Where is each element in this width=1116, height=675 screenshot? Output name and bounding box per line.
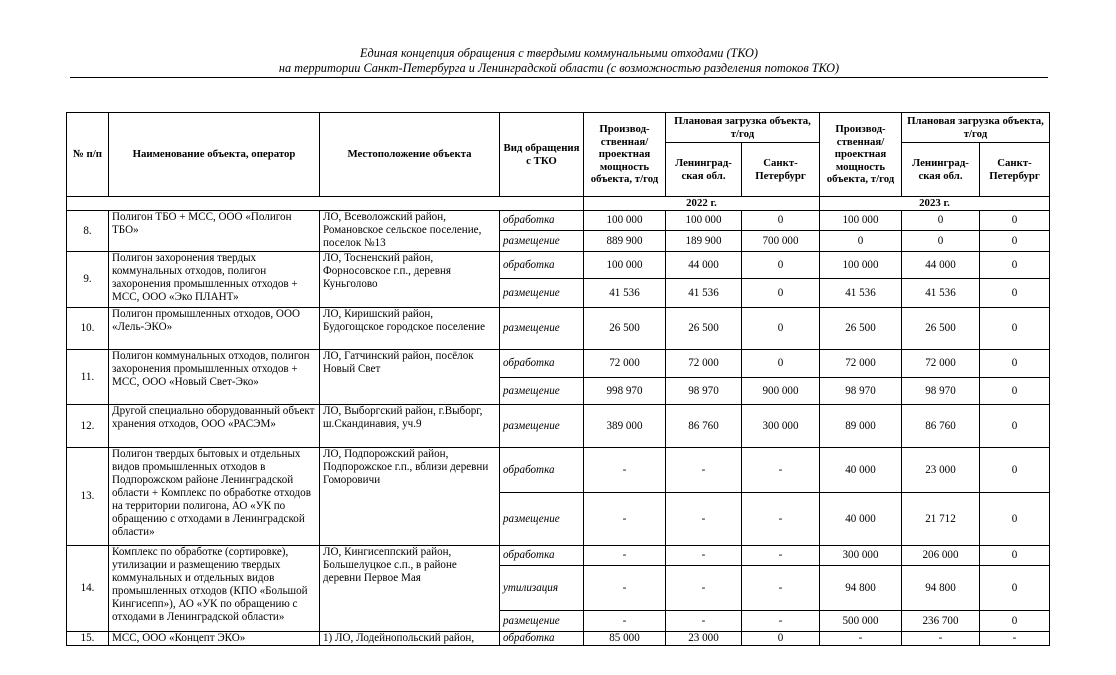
object-name: Полигон промышленных отходов, ООО «Лель-ЭКО» [109, 308, 320, 350]
treatment-type: обработка [500, 546, 584, 566]
planned-lo-2023-cell: 23 000 [902, 448, 980, 493]
year-label-2023: 2023 г. [820, 197, 1050, 211]
capacity-2022-cell: 100 000 [584, 211, 666, 231]
col-header-name: Наименование объекта, оператор [109, 113, 320, 197]
waste-facilities-table [66, 112, 1050, 646]
row-number: 12. [67, 405, 109, 448]
treatment-type: обработка [500, 632, 584, 646]
planned-lo-2022-cell: 86 760 [666, 405, 742, 448]
header-divider [70, 77, 1048, 78]
table-row [67, 632, 1050, 646]
table-row [67, 308, 1050, 350]
planned-spb-2023-cell: 0 [980, 231, 1050, 252]
planned-spb-2022-cell: 300 000 [742, 405, 820, 448]
planned-spb-2022-cell: 0 [742, 632, 820, 646]
planned-lo-2022-cell: 98 970 [666, 378, 742, 405]
planned-lo-2022-cell: - [666, 611, 742, 632]
capacity-2023-cell: 72 000 [820, 350, 902, 378]
treatment-type: размещение [500, 611, 584, 632]
treatment-type: размещение [500, 378, 584, 405]
planned-spb-2022-cell: - [742, 546, 820, 566]
planned-lo-2023-cell: 98 970 [902, 378, 980, 405]
capacity-2023-cell: 100 000 [820, 211, 902, 231]
planned-spb-2023-cell: 0 [980, 611, 1050, 632]
col-header-capacity-2023: Производ-ственная/ проектная мощность объекта, т/год [820, 113, 902, 197]
year-row-spacer [67, 197, 584, 211]
planned-spb-2023-cell: - [980, 632, 1050, 646]
row-number: 13. [67, 448, 109, 546]
table-row [67, 405, 1050, 448]
planned-spb-2022-cell: - [742, 611, 820, 632]
capacity-2022-cell: 26 500 [584, 308, 666, 350]
col-header-spb-2022: Санкт-Петербург [742, 143, 820, 197]
treatment-type: обработка [500, 252, 584, 279]
planned-lo-2023-cell: 41 536 [902, 279, 980, 308]
document-header [68, 46, 1050, 76]
object-location: ЛО, Всеволожский район, Романовское сельское поселение, поселок №13 [320, 211, 500, 252]
header-line-2: на территории Санкт-Петербурга и Ленинградской области (с возможностью разделения потоков ТКО) [278, 61, 840, 75]
object-location: ЛО, Кингисеппский район, Большелуцкое с.п., в районе деревни Первое Мая [320, 546, 500, 632]
planned-lo-2022-cell: 44 000 [666, 252, 742, 279]
object-name: МСС, ООО «Концепт ЭКО» [109, 632, 320, 646]
planned-spb-2022-cell: 0 [742, 279, 820, 308]
table-body [67, 211, 1050, 646]
planned-lo-2022-cell: 72 000 [666, 350, 742, 378]
capacity-2023-cell: 500 000 [820, 611, 902, 632]
planned-spb-2022-cell: 0 [742, 211, 820, 231]
planned-spb-2022-cell: - [742, 493, 820, 546]
object-location: ЛО, Тосненский район, Форносовское г.п., деревня Куньголово [320, 252, 500, 308]
object-name: Комплекс по обработке (сортировке), утилизации и размещению твердых коммунальных и отдельных видов промышленных отходов (КПО «Большой Кингисепп»), АО «УК по обращению с отходами в Ленинградской области» [109, 546, 320, 632]
col-header-lo-2022: Ленинград-ская обл. [666, 143, 742, 197]
planned-lo-2023-cell: 0 [902, 211, 980, 231]
planned-lo-2022-cell: - [666, 566, 742, 611]
object-location: ЛО, Гатчинский район, посёлок Новый Свет [320, 350, 500, 405]
planned-lo-2023-cell: 94 800 [902, 566, 980, 611]
capacity-2022-cell: - [584, 566, 666, 611]
planned-lo-2022-cell: 41 536 [666, 279, 742, 308]
planned-lo-2023-cell: 26 500 [902, 308, 980, 350]
treatment-type: обработка [500, 211, 584, 231]
capacity-2022-cell: 85 000 [584, 632, 666, 646]
capacity-2023-cell: 26 500 [820, 308, 902, 350]
planned-lo-2023-cell: 44 000 [902, 252, 980, 279]
planned-spb-2022-cell: 0 [742, 350, 820, 378]
planned-lo-2023-cell: - [902, 632, 980, 646]
planned-spb-2022-cell: 0 [742, 308, 820, 350]
planned-spb-2022-cell: 0 [742, 252, 820, 279]
capacity-2023-cell: 98 970 [820, 378, 902, 405]
planned-spb-2023-cell: 0 [980, 211, 1050, 231]
planned-spb-2022-cell: - [742, 448, 820, 493]
treatment-type: размещение [500, 493, 584, 546]
row-number: 8. [67, 211, 109, 252]
row-number: 10. [67, 308, 109, 350]
capacity-2022-cell: 389 000 [584, 405, 666, 448]
planned-spb-2023-cell: 0 [980, 279, 1050, 308]
row-number: 15. [67, 632, 109, 646]
year-label-2022: 2022 г. [584, 197, 820, 211]
capacity-2022-cell: - [584, 493, 666, 546]
planned-lo-2022-cell: 189 900 [666, 231, 742, 252]
header-line-1: Единая концепция обращения с твердыми коммунальными отходами (ТКО) [360, 46, 758, 60]
planned-lo-2022-cell: - [666, 546, 742, 566]
table-row [67, 211, 1050, 231]
planned-lo-2022-cell: 26 500 [666, 308, 742, 350]
planned-spb-2023-cell: 0 [980, 546, 1050, 566]
planned-spb-2023-cell: 0 [980, 448, 1050, 493]
row-number: 9. [67, 252, 109, 308]
object-location: ЛО, Киришский район, Будогощское городское поселение [320, 308, 500, 350]
col-header-spb-2023: Санкт-Петербург [980, 143, 1050, 197]
capacity-2023-cell: 300 000 [820, 546, 902, 566]
planned-lo-2023-cell: 0 [902, 231, 980, 252]
planned-spb-2023-cell: 0 [980, 378, 1050, 405]
planned-spb-2023-cell: 0 [980, 308, 1050, 350]
treatment-type: обработка [500, 350, 584, 378]
col-header-planned-2022: Плановая загрузка объекта, т/год [666, 113, 820, 143]
object-name: Полигон ТБО + МСС, ООО «Полигон ТБО» [109, 211, 320, 252]
treatment-type: размещение [500, 308, 584, 350]
row-number: 14. [67, 546, 109, 632]
planned-lo-2023-cell: 236 700 [902, 611, 980, 632]
capacity-2022-cell: 100 000 [584, 252, 666, 279]
capacity-2023-cell: 94 800 [820, 566, 902, 611]
planned-lo-2023-cell: 21 712 [902, 493, 980, 546]
object-location: ЛО, Выборгский район, г.Выборг, ш.Скандинавия, уч.9 [320, 405, 500, 448]
object-name: Другой специально оборудованный объект хранения отходов, ООО «РАСЭМ» [109, 405, 320, 448]
object-name: Полигон захоронения твердых коммунальных отходов, полигон захоронения промышленных отходов + МСС, ООО «Эко ПЛАНТ» [109, 252, 320, 308]
planned-lo-2023-cell: 206 000 [902, 546, 980, 566]
col-header-capacity-2022: Производ-ственная/ проектная мощность объекта, т/год [584, 113, 666, 197]
col-header-location: Местоположение объекта [320, 113, 500, 197]
planned-lo-2022-cell: - [666, 448, 742, 493]
capacity-2023-cell: 40 000 [820, 493, 902, 546]
planned-spb-2023-cell: 0 [980, 350, 1050, 378]
planned-spb-2022-cell: 900 000 [742, 378, 820, 405]
object-name: Полигон твердых бытовых и отдельных видов промышленных отходов в Подпорожском районе Ленинградской области + Комплекс по обработке отходов на территории полигона, АО «УК по обращению с отходами в Ленинградской области» [109, 448, 320, 546]
capacity-2022-cell: 72 000 [584, 350, 666, 378]
capacity-2022-cell: 998 970 [584, 378, 666, 405]
planned-spb-2023-cell: 0 [980, 493, 1050, 546]
planned-lo-2023-cell: 86 760 [902, 405, 980, 448]
col-header-planned-2023: Плановая загрузка объекта, т/год [902, 113, 1050, 143]
planned-lo-2023-cell: 72 000 [902, 350, 980, 378]
object-location: 1) ЛО, Лодейнопольский район, [320, 632, 500, 646]
capacity-2023-cell: 100 000 [820, 252, 902, 279]
treatment-type: размещение [500, 231, 584, 252]
planned-spb-2023-cell: 0 [980, 252, 1050, 279]
capacity-2022-cell: 889 900 [584, 231, 666, 252]
table-row [67, 252, 1050, 279]
col-header-type: Вид обращения с ТКО [500, 113, 584, 197]
capacity-2022-cell: - [584, 448, 666, 493]
capacity-2023-cell: - [820, 632, 902, 646]
col-header-num: № п/п [67, 113, 109, 197]
table-row [67, 546, 1050, 566]
planned-lo-2022-cell: 100 000 [666, 211, 742, 231]
capacity-2022-cell: - [584, 546, 666, 566]
planned-spb-2022-cell: - [742, 566, 820, 611]
planned-spb-2023-cell: 0 [980, 566, 1050, 611]
capacity-2022-cell: 41 536 [584, 279, 666, 308]
treatment-type: размещение [500, 279, 584, 308]
treatment-type: размещение [500, 405, 584, 448]
planned-lo-2022-cell: - [666, 493, 742, 546]
capacity-2023-cell: 0 [820, 231, 902, 252]
table-row [67, 448, 1050, 493]
capacity-2023-cell: 40 000 [820, 448, 902, 493]
planned-spb-2022-cell: 700 000 [742, 231, 820, 252]
table-row [67, 350, 1050, 378]
treatment-type: обработка [500, 448, 584, 493]
capacity-2022-cell: - [584, 611, 666, 632]
capacity-2023-cell: 41 536 [820, 279, 902, 308]
planned-spb-2023-cell: 0 [980, 405, 1050, 448]
row-number: 11. [67, 350, 109, 405]
col-header-lo-2023: Ленинград-ская обл. [902, 143, 980, 197]
planned-lo-2022-cell: 23 000 [666, 632, 742, 646]
object-name: Полигон коммунальных отходов, полигон захоронения промышленных отходов + МСС, ООО «Новый Свет-Эко» [109, 350, 320, 405]
capacity-2023-cell: 89 000 [820, 405, 902, 448]
object-location: ЛО, Подпорожский район, Подпорожское г.п., вблизи деревни Гоморовичи [320, 448, 500, 546]
treatment-type: утилизация [500, 566, 584, 611]
